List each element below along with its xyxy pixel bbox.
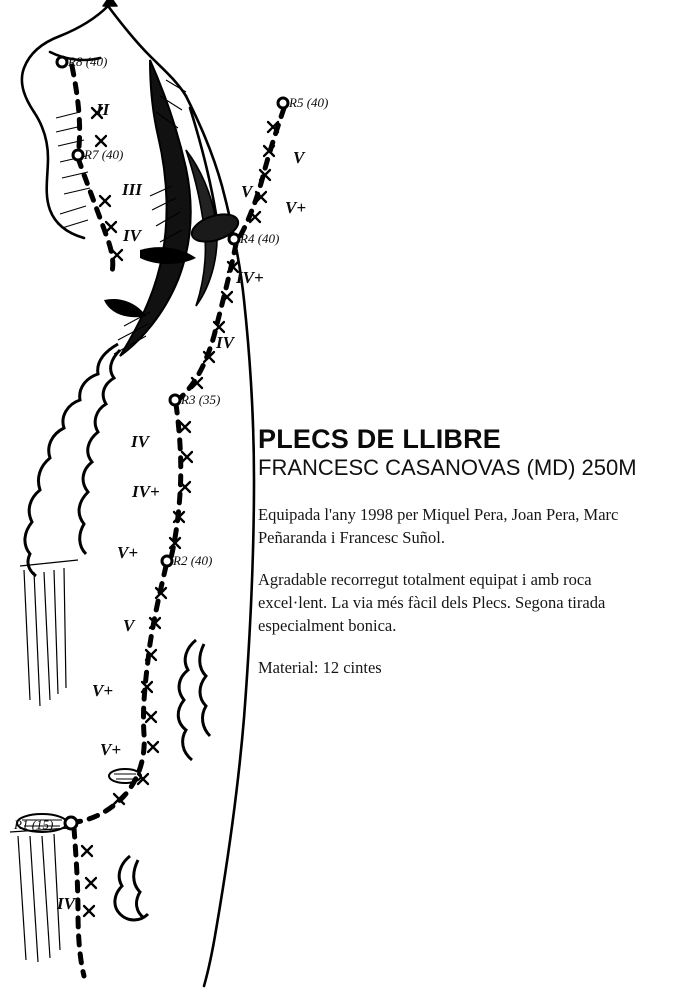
grade-label: V+ [92, 681, 114, 700]
description-paragraph-equipment: Equipada l'any 1998 per Miquel Pera, Joan Pera, Marc Peñaranda i Francesc Suñol. [258, 504, 619, 548]
grade-label: IV [123, 226, 141, 245]
grade-label: V [123, 616, 135, 635]
belay-label-r2: R2 (40) [173, 553, 213, 568]
belay-label-r4: R4 (40) [240, 231, 280, 246]
route-description-block [258, 425, 678, 679]
grade-label: IV [57, 894, 75, 913]
grade-label: V+ [285, 198, 307, 217]
grade-label: IV [216, 333, 234, 352]
belay-label-r8: R8 (40) [68, 54, 108, 69]
grade-label: II [96, 100, 110, 119]
description-paragraph-character: Agradable recorregut totalment equipat i amb roca excel·lent. La via més fàcil dels Plecs. Segona tirada especialment bonica. [258, 569, 606, 636]
grade-label: V [241, 182, 253, 201]
grade-label: IV [131, 432, 149, 451]
grade-label: III [122, 180, 142, 199]
belay-label-r5: R5 (40) [289, 95, 329, 110]
belay-label-r3: R3 (35) [181, 392, 221, 407]
belay-label-r1: R1 (15) [14, 817, 54, 832]
grade-label: V+ [117, 543, 139, 562]
grade-label: V+ [100, 740, 122, 759]
belay-label-r7: R7 (40) [84, 147, 124, 162]
route-subtitle: FRANCESC CASANOVAS (MD) 250M [258, 455, 637, 481]
grade-label: IV+ [236, 268, 264, 287]
grade-label: V [293, 148, 305, 167]
page-title: PLECS DE LLIBRE [258, 424, 502, 454]
dihedral-shading [56, 60, 242, 356]
grade-label: IV+ [132, 482, 160, 501]
description-paragraph-material: Material: 12 cintes [258, 657, 382, 677]
